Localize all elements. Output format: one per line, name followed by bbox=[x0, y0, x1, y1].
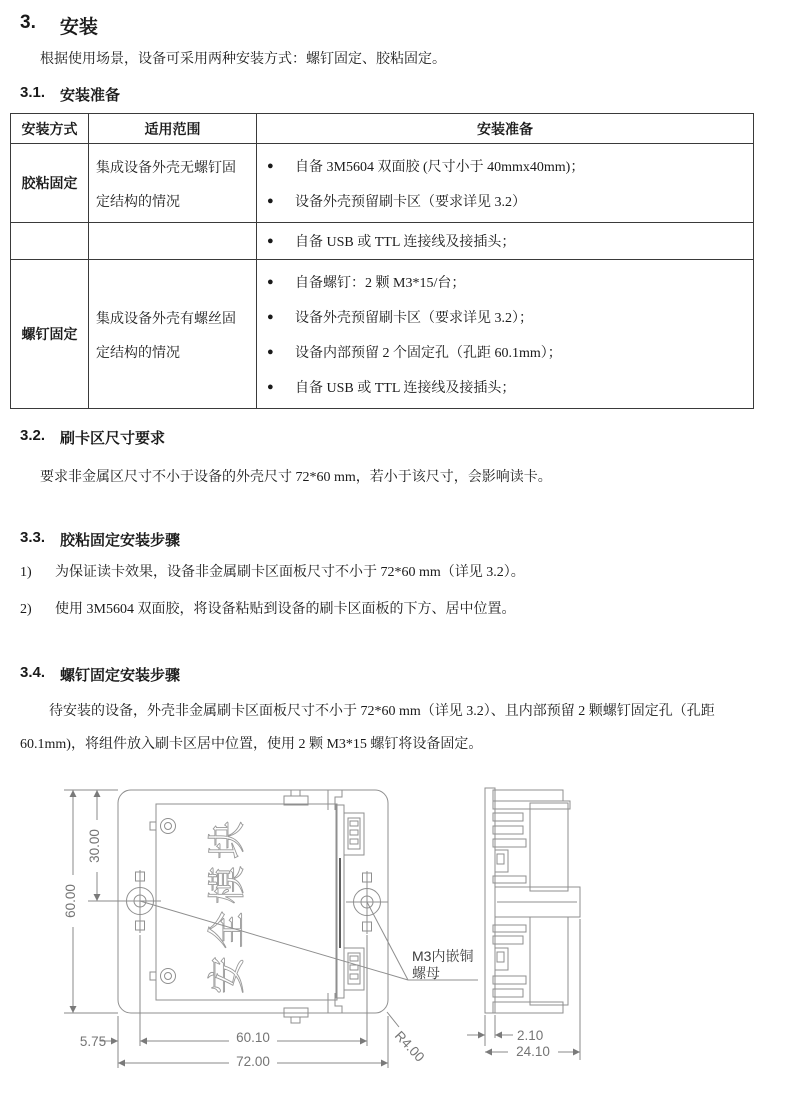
section-heading-3 bbox=[20, 12, 98, 39]
list-item-text: 设备外壳预留刷卡区（要求详见 3.2） bbox=[295, 194, 526, 210]
step-text: 使用 3M5604 双面胶，将设备粘贴到设备的刷卡区面板的下方、居中位置。 bbox=[55, 602, 516, 617]
dim-hole-offset bbox=[86, 820, 102, 872]
method-cell: 螺钉固定 bbox=[11, 260, 89, 409]
bullet-icon: ● bbox=[267, 380, 274, 393]
column-header: 安装方式 bbox=[11, 114, 89, 144]
adhesive-steps-list bbox=[20, 562, 770, 636]
bullet-icon: ● bbox=[267, 310, 274, 323]
svg-text:60.10: 60.10 bbox=[236, 1030, 270, 1045]
list-item bbox=[267, 264, 749, 299]
dim-panel-thickness: 2.10 bbox=[517, 1028, 544, 1043]
svg-text:30.00: 30.00 bbox=[87, 829, 102, 863]
side-view-drawing bbox=[485, 788, 580, 1013]
heading-number: 3.1. bbox=[20, 84, 46, 101]
heading-title: 安装准备 bbox=[60, 87, 121, 104]
method-cell: 胶粘固定 bbox=[11, 144, 89, 223]
column-header: 适用范围 bbox=[89, 114, 257, 144]
dim-corner-radius bbox=[392, 1028, 428, 1065]
prep-cell bbox=[257, 144, 754, 223]
scope-cell bbox=[89, 223, 257, 260]
step-number: 2) bbox=[20, 602, 32, 617]
heading-title: 胶粘固定安装步骤 bbox=[60, 532, 181, 549]
scope-cell: 集成设备外壳有螺丝固定结构的情况 bbox=[89, 260, 257, 409]
table-row bbox=[11, 144, 754, 223]
svg-text:72.00: 72.00 bbox=[236, 1054, 270, 1069]
prep-cell bbox=[257, 260, 754, 409]
mount-tab-top bbox=[284, 790, 308, 805]
dim-hole-pitch bbox=[229, 1030, 277, 1045]
list-item-text: 设备内部预留 2 个固定孔（孔距 60.1mm）； bbox=[295, 345, 562, 361]
section-heading-3-4 bbox=[20, 664, 180, 685]
step-number: 1) bbox=[20, 565, 32, 580]
connector-bottom bbox=[344, 948, 364, 990]
column-header: 安装准备 bbox=[257, 114, 754, 144]
heading-number: 3.3. bbox=[20, 529, 46, 546]
heading-title: 安装 bbox=[59, 17, 98, 38]
section-heading-3-1 bbox=[20, 84, 120, 105]
list-item-text: 自备 3M5604 双面胶 (尺寸小于 40mmx40mm)； bbox=[295, 159, 585, 175]
list-item-text: 自备 USB 或 TTL 连接线及接插头； bbox=[295, 380, 516, 396]
heading-number: 3.4. bbox=[20, 664, 46, 681]
nut-label-line2: 螺母 bbox=[412, 965, 440, 981]
table-row bbox=[11, 223, 754, 260]
section-3-4-paragraph: 待安装的设备，外壳非金属刷卡区面板尺寸不小于 72*60 mm（详见 3.2）、且内部预留 2 颗螺钉固定孔（孔距 60.1mm)，将组件放入刷卡区居中位置，使用 2 颗 M3*15 螺钉将设备固定。 bbox=[20, 704, 715, 752]
list-item-text: 自备 USB 或 TTL 连接线及接插头； bbox=[295, 235, 516, 250]
list-item-text: 自备螺钉：2 颗 M3*15/台； bbox=[295, 275, 466, 291]
list-item bbox=[267, 183, 749, 218]
heading-number: 3. bbox=[20, 12, 36, 33]
scope-cell: 集成设备外壳无螺钉固定结构的情况 bbox=[89, 144, 257, 223]
dim-left-margin: 5.75 bbox=[79, 1034, 107, 1049]
heading-title: 螺钉固定安装步骤 bbox=[60, 667, 181, 684]
connector-top bbox=[344, 813, 364, 855]
section-heading-3-2 bbox=[20, 427, 165, 448]
table-row bbox=[11, 260, 754, 409]
bullet-icon: ● bbox=[267, 275, 274, 288]
step-text: 为保证读卡效果，设备非金属刷卡区面板尺寸不小于 72*60 mm（详见 3.2）。 bbox=[55, 565, 525, 580]
front-view-drawing bbox=[118, 790, 478, 1023]
table-header-row bbox=[11, 114, 754, 144]
svg-text:60.00: 60.00 bbox=[63, 884, 78, 918]
list-item bbox=[267, 148, 749, 183]
svg-text:R4.00: R4.00 bbox=[391, 1028, 428, 1065]
list-item bbox=[267, 369, 749, 404]
svg-text:24.10: 24.10 bbox=[516, 1044, 550, 1059]
section-heading-3-3 bbox=[20, 529, 180, 550]
list-item bbox=[20, 562, 770, 583]
intro-paragraph: 根据使用场景，设备可采用两种安装方式：螺钉固定、胶粘固定。 bbox=[40, 52, 446, 67]
nut-label-line1: M3内嵌铜 bbox=[412, 948, 474, 964]
dim-width bbox=[229, 1054, 277, 1069]
mount-tab-bottom bbox=[284, 1008, 308, 1023]
technical-drawing bbox=[0, 780, 790, 1103]
heading-number: 3.2. bbox=[20, 427, 46, 444]
heading-title: 刷卡区尺寸要求 bbox=[60, 430, 166, 447]
lower-body-block bbox=[530, 917, 568, 1005]
list-item bbox=[20, 599, 770, 620]
bullet-icon: ● bbox=[267, 159, 274, 172]
upper-body-block bbox=[530, 803, 568, 891]
screw-hole-bottom bbox=[150, 969, 176, 984]
bracket-bottom bbox=[328, 993, 342, 1013]
module-name-label: 安全模块 bbox=[207, 813, 249, 995]
bracket-top bbox=[328, 790, 342, 810]
dim-height bbox=[62, 875, 78, 927]
list-item bbox=[267, 299, 749, 334]
bullet-icon: ● bbox=[267, 194, 274, 207]
screw-hole-top bbox=[150, 819, 176, 834]
section-3-2-paragraph: 要求非金属区尺寸不小于设备的外壳尺寸 72*60 mm，若小于该尺寸，会影响读卡。 bbox=[40, 470, 552, 485]
installation-prep-table bbox=[10, 113, 754, 409]
method-cell bbox=[11, 223, 89, 260]
list-item bbox=[267, 334, 749, 369]
bullet-icon: ● bbox=[267, 235, 274, 247]
list-item-text: 设备外壳预留刷卡区（要求详见 3.2）； bbox=[295, 310, 533, 326]
dim-depth bbox=[508, 1044, 558, 1059]
list-item bbox=[267, 227, 749, 255]
prep-cell bbox=[257, 223, 754, 260]
bullet-icon: ● bbox=[267, 345, 274, 358]
